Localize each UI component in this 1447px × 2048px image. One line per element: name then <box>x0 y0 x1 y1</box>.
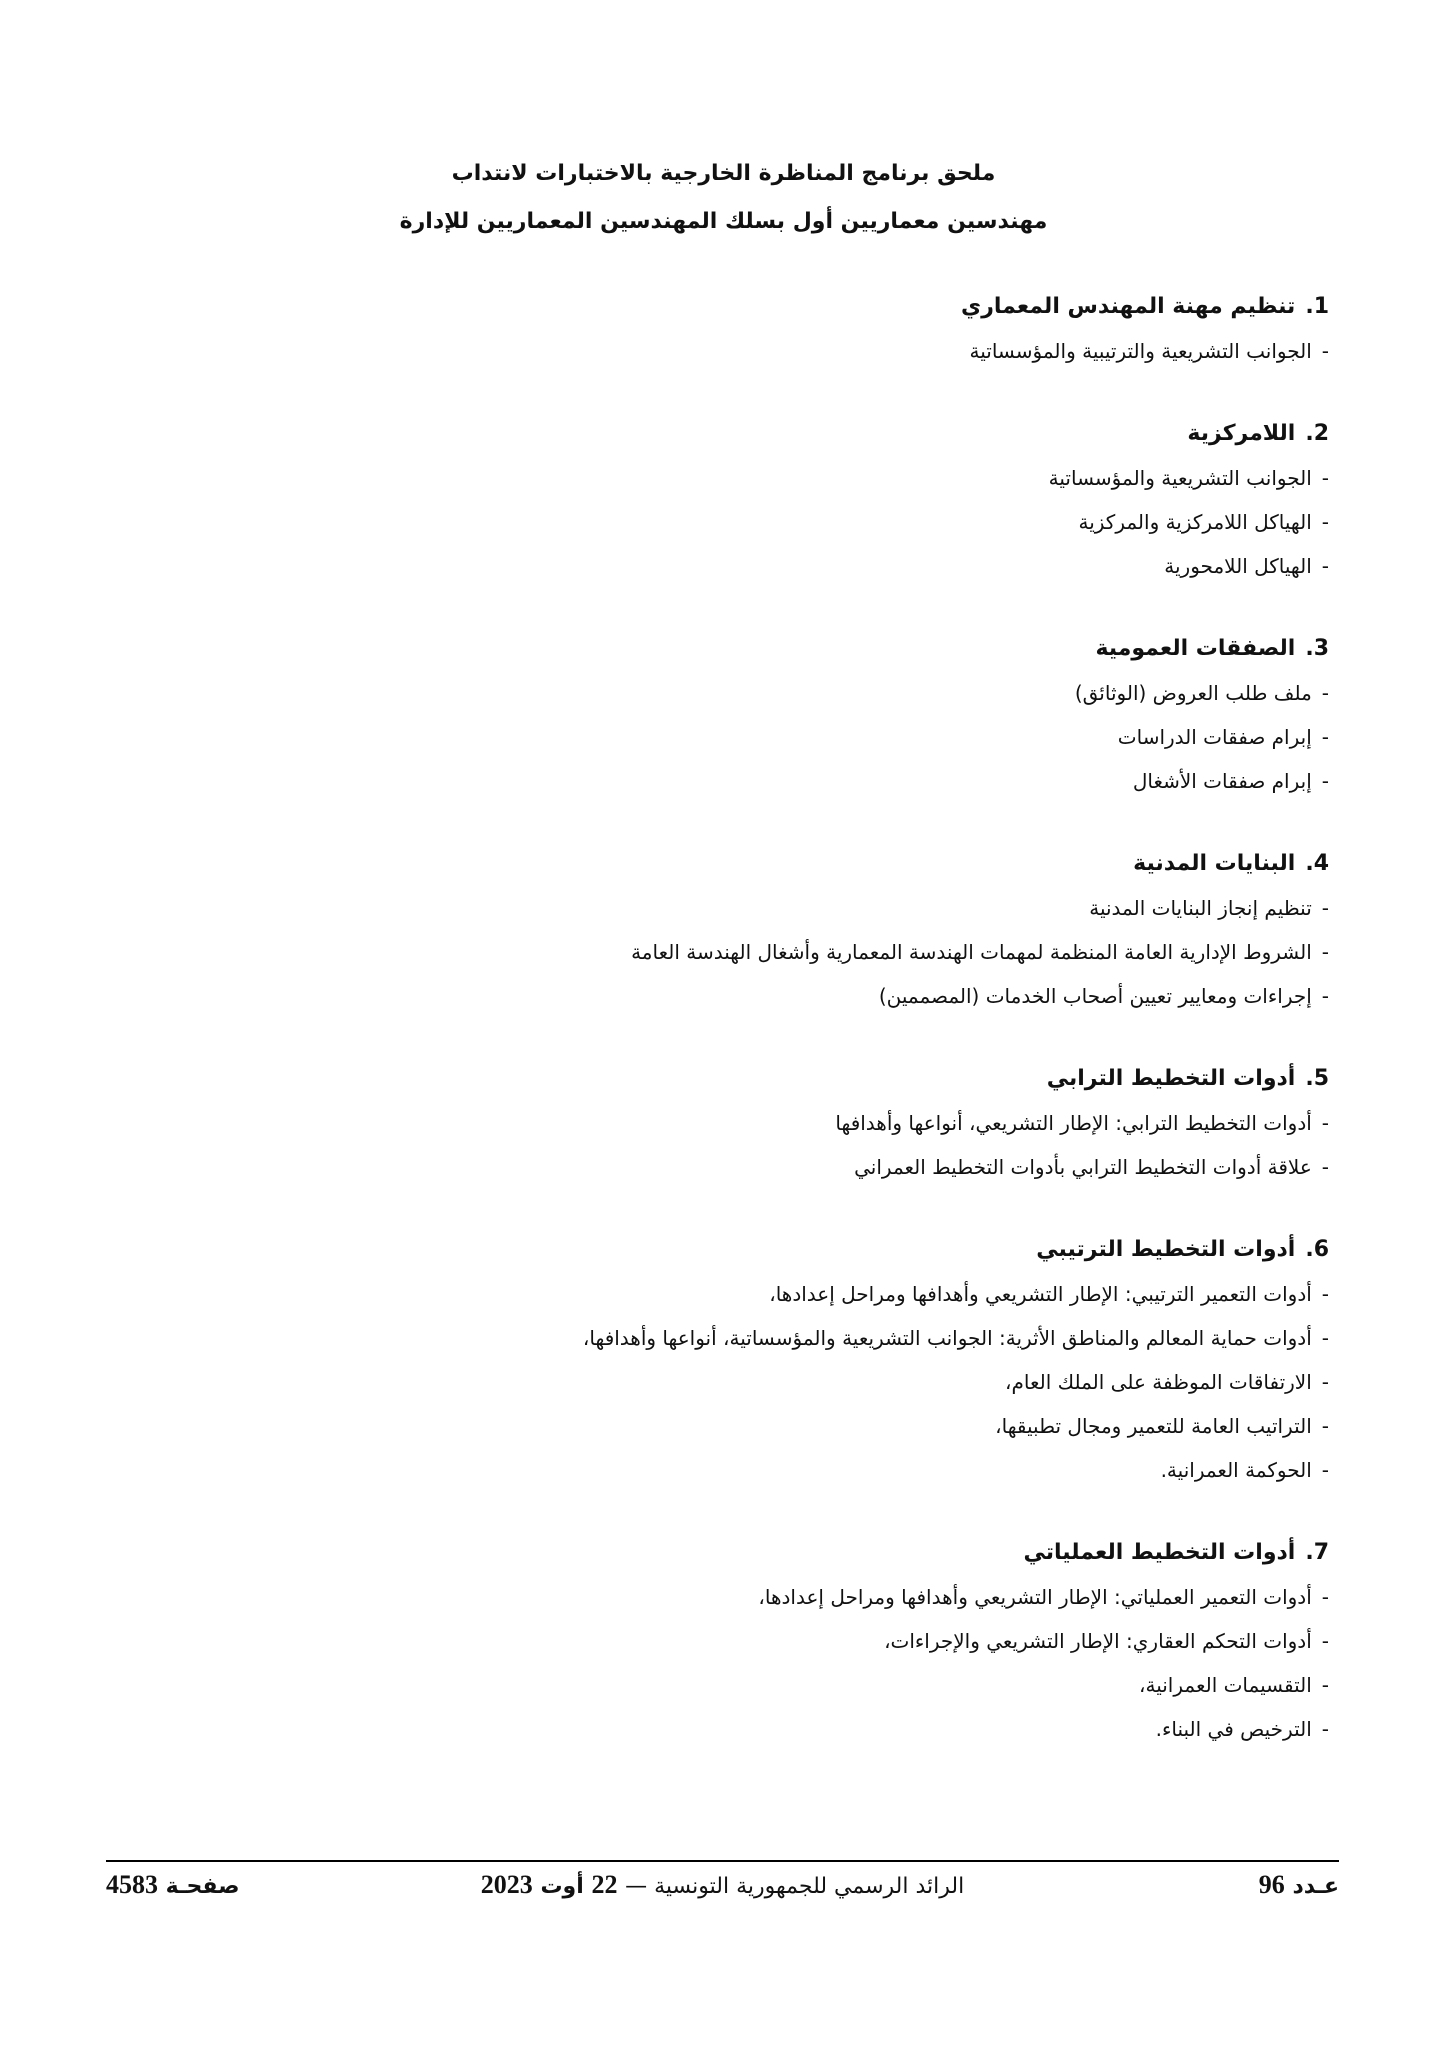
list-item: -إبرام صفقات الأشغال <box>1132 769 1329 793</box>
section-number: 7. <box>1305 1540 1329 1565</box>
section-7 <box>149 1531 1329 1751</box>
section-items <box>149 456 1329 588</box>
section-items <box>149 329 1329 373</box>
list-item: -الهياكل اللامحورية <box>1164 554 1329 578</box>
page-number: صفحـة 4583 <box>106 1870 240 1899</box>
section-title-text: الصفقات العمومية <box>1095 636 1296 661</box>
section-title <box>149 627 1329 671</box>
list-item: -ملف طلب العروض (الوثائق) <box>1074 681 1329 705</box>
section-number: 1. <box>1305 294 1329 319</box>
list-item: -الجوانب التشريعية والترتيبية والمؤسساتية <box>969 339 1329 363</box>
list-item: -أدوات حماية المعالم والمناطق الأثرية: الجوانب التشريعية والمؤسساتية، أنواعها وأهدافها، <box>582 1326 1329 1350</box>
section-number: 5. <box>1305 1066 1329 1091</box>
section-items <box>149 1272 1329 1492</box>
list-item: -الترخيص في البناء. <box>1155 1717 1329 1741</box>
section-items <box>149 1101 1329 1189</box>
section-title-text: أدوات التخطيط الترتيبي <box>1036 1237 1296 1262</box>
section-3 <box>149 627 1329 803</box>
journal-date: الرائد الرسمي للجمهورية التونسية — 22 أوت 2023 <box>480 1870 965 1899</box>
section-items <box>149 886 1329 1018</box>
section-title <box>149 1057 1329 1101</box>
section-number: 6. <box>1305 1237 1329 1262</box>
section-4 <box>149 842 1329 1018</box>
section-title-text: أدوات التخطيط الترابي <box>1046 1066 1296 1091</box>
section-title-text: أدوات التخطيط العملياتي <box>1023 1540 1296 1565</box>
page-footer <box>106 1870 1339 1910</box>
list-item: -الهياكل اللامركزية والمركزية <box>1078 510 1329 534</box>
list-item: -الارتفاقات الموظفة على الملك العام، <box>1005 1370 1329 1394</box>
list-item: -إجراءات ومعايير تعيين أصحاب الخدمات (المصممين) <box>878 984 1329 1008</box>
list-item: -الشروط الإدارية العامة المنظمة لمهمات الهندسة المعمارية وأشغال الهندسة العامة <box>631 940 1329 964</box>
section-title-text: تنظيم مهنة المهندس المعماري <box>961 294 1296 319</box>
header-line-2: مهندسين معماريين أول بسلك المهندسين المعماريين للإدارة <box>399 209 1048 234</box>
list-item: -التقسيمات العمرانية، <box>1139 1673 1329 1697</box>
section-items <box>149 671 1329 803</box>
issue-number: عـدد 96 <box>1258 1870 1339 1899</box>
header-line-1: ملحق برنامج المناظرة الخارجية بالاختبارات لانتداب <box>451 161 996 186</box>
footer-rule <box>106 1860 1339 1862</box>
list-item: -الجوانب التشريعية والمؤسساتية <box>1048 466 1329 490</box>
section-number: 2. <box>1305 421 1329 446</box>
list-item: -أدوات التعمير الترتيبي: الإطار التشريعي وأهدافها ومراحل إعدادها، <box>769 1282 1329 1306</box>
section-title-text: اللامركزية <box>1187 421 1296 446</box>
section-5 <box>149 1057 1329 1189</box>
list-item: -تنظيم إنجاز البنايات المدنية <box>1089 896 1329 920</box>
list-item: -أدوات التخطيط الترابي: الإطار التشريعي، أنواعها وأهدافها <box>835 1111 1329 1135</box>
list-item: -إبرام صفقات الدراسات <box>1117 725 1329 749</box>
section-title <box>149 412 1329 456</box>
section-6 <box>149 1228 1329 1492</box>
section-title-text: البنايات المدنية <box>1133 851 1296 876</box>
section-1 <box>149 285 1329 373</box>
section-number: 3. <box>1305 636 1329 661</box>
section-title <box>149 842 1329 886</box>
list-item: -أدوات التعمير العملياتي: الإطار التشريعي وأهدافها ومراحل إعدادها، <box>758 1585 1329 1609</box>
list-item: -التراتيب العامة للتعمير ومجال تطبيقها، <box>995 1414 1329 1438</box>
program-content <box>149 285 1329 1790</box>
section-title <box>149 285 1329 329</box>
list-item: -الحوكمة العمرانية. <box>1160 1458 1329 1482</box>
section-title <box>149 1531 1329 1575</box>
section-title <box>149 1228 1329 1272</box>
list-item: -علاقة أدوات التخطيط الترابي بأدوات التخطيط العمراني <box>854 1155 1329 1179</box>
section-items <box>149 1575 1329 1751</box>
document-header <box>0 150 1447 246</box>
section-2 <box>149 412 1329 588</box>
list-item: -أدوات التحكم العقاري: الإطار التشريعي والإجراءات، <box>884 1629 1329 1653</box>
section-number: 4. <box>1305 851 1329 876</box>
